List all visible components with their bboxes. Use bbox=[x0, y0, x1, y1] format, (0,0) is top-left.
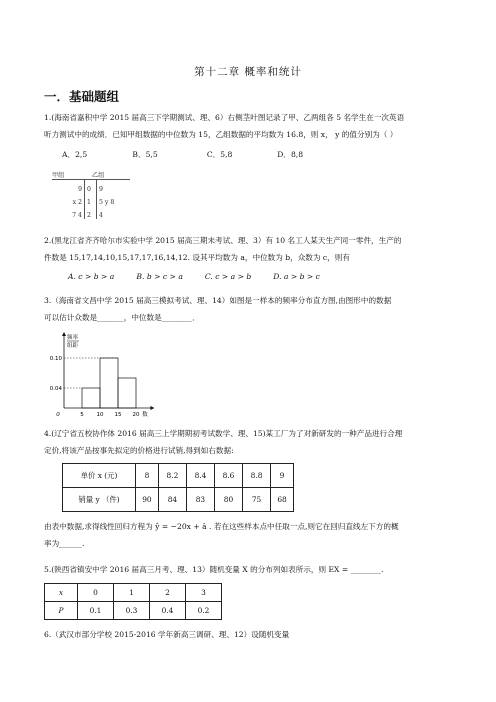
y-tick-label: 0.10 bbox=[49, 356, 62, 362]
x-tick-label: 10 bbox=[96, 412, 104, 418]
y-axis-arrow bbox=[62, 332, 66, 336]
question-3-line2: 可以估计众数是_______，中位数是________． bbox=[44, 313, 200, 322]
chapter-title: 第十二章 概率和统计 bbox=[194, 66, 302, 78]
histogram-layer bbox=[50, 332, 155, 418]
table-row bbox=[63, 464, 294, 488]
table-cell: 68 bbox=[271, 488, 294, 512]
question-4-line2: 定价,将该产品按事先拟定的价格进行试销,得到如右数据: bbox=[44, 446, 234, 455]
x-tick-label: 5 bbox=[80, 412, 84, 418]
option-a: A．2,5 bbox=[62, 150, 88, 159]
table-cell: 8.2 bbox=[158, 464, 186, 488]
option-b: B．5,5 bbox=[132, 150, 158, 159]
y-axis-label: 组距 bbox=[67, 343, 79, 349]
stem-leaf-row-right: 4 bbox=[99, 212, 103, 219]
question-4-line3: 由表中数据,求得线性回归方程为 ŷ = −20x + â . 若在这些样本点中任取一点,则它在回归直线左下方的概 bbox=[44, 522, 399, 531]
question-2-options bbox=[68, 272, 320, 281]
question-1-line2: 听力测试中的成绩．已知甲组数据的中位数为 15，乙组数据的平均数为 16.8，则 x， y 的值分别为（ ） bbox=[44, 130, 398, 139]
table-cell: 80 bbox=[214, 488, 242, 512]
question-2 bbox=[44, 232, 464, 266]
x-tick-label: 0 bbox=[56, 412, 60, 418]
question-5 bbox=[44, 561, 464, 578]
section-heading: 一．基础题组 bbox=[44, 89, 120, 104]
table-cell: 1 bbox=[114, 584, 150, 602]
table-cell: 0.2 bbox=[186, 602, 222, 620]
table-cell: 0.4 bbox=[150, 602, 186, 620]
table-cell: 0.1 bbox=[78, 602, 114, 620]
question-2-line2: 件数是 15,17,14,10,15,17,17,16,14,12. 设其平均数为 a，中位数为 b，众数为 c，则有 bbox=[44, 253, 350, 262]
stem-leaf-row-left: x 2 bbox=[72, 199, 82, 206]
x-tick-label: 20 bbox=[132, 412, 140, 418]
histogram-bar bbox=[118, 378, 136, 408]
question-3-line1: 3.（海南省文昌中学 2015 届高三模拟考试、理、14）如图是一样本的频率分布直方图,由图形中的数据 bbox=[44, 296, 392, 305]
table-cell: 0.3 bbox=[114, 602, 150, 620]
stem-leaf-right-rule bbox=[96, 179, 97, 219]
stem-leaf-head-left: 甲组 bbox=[52, 172, 65, 179]
histogram-bar bbox=[100, 358, 118, 408]
histogram bbox=[44, 330, 160, 422]
x-axis-label: 数 bbox=[142, 412, 148, 418]
stem-leaf-row-left: 9 bbox=[78, 186, 82, 193]
stem-leaf-row-right: 9 bbox=[99, 186, 103, 193]
stem-leaf-row-right: 5 y 8 bbox=[99, 199, 115, 206]
table-cell: 84 bbox=[158, 488, 186, 512]
table-cell: 8.6 bbox=[214, 464, 242, 488]
histogram-bar bbox=[82, 388, 100, 408]
question-4-line4: 率为______. bbox=[44, 539, 85, 548]
table-cell: 8.4 bbox=[186, 464, 214, 488]
question-2-line1: 2.(黑龙江省齐齐哈尔市实验中学 2015 届高三期末考试、理、3）有 10 名工人某天生产同一零件，生产的 bbox=[44, 236, 402, 245]
question-4-line1: 4.(辽宁省五校协作体 2016 届高三上学期期初考试数学、理、15)某工厂为了对新研发的一种产品进行合理 bbox=[44, 429, 403, 438]
table-row-label: x bbox=[45, 584, 78, 602]
distribution-table bbox=[44, 583, 222, 620]
x-tick-label: 15 bbox=[114, 412, 122, 418]
question-6-line1: 6.（武汉市部分学校 2015-2016 学年新高三调研、理、12）设随机变量 bbox=[44, 630, 290, 639]
question-5-line1: 5.(陕西省镇安中学 2016 届高三月考、理、13）随机变量 X 的分布列如表所示，则 EX = ________. bbox=[44, 565, 384, 574]
table-row-label: 单价 x (元) bbox=[63, 464, 136, 488]
table-cell: 90 bbox=[136, 488, 159, 512]
question-1 bbox=[44, 109, 464, 143]
table-cell: 8 bbox=[136, 464, 159, 488]
option-d: D．8,8 bbox=[277, 150, 304, 159]
table-cell: 9 bbox=[271, 464, 294, 488]
table-row bbox=[63, 488, 294, 512]
option-c: C. c > a > b bbox=[204, 272, 252, 281]
question-3 bbox=[44, 292, 464, 326]
stem-leaf-row-stem: 0 bbox=[87, 186, 91, 193]
option-a: A. c > b > a bbox=[68, 272, 115, 281]
question-1-line1: 1.(海南省嘉积中学 2015 届高三下学期测试、理、6）右侧茎叶图记录了甲、乙两组各 5 名学生在一次英语 bbox=[44, 113, 405, 122]
stem-leaf-row-stem: 1 bbox=[87, 199, 91, 206]
y-axis-label: 频率 bbox=[67, 335, 79, 341]
option-c: C．5,8 bbox=[206, 150, 233, 159]
table-row-label: 销量 y （件) bbox=[63, 488, 136, 512]
table-cell: 0 bbox=[78, 584, 114, 602]
table-cell: 8.8 bbox=[243, 464, 271, 488]
table-row bbox=[45, 584, 222, 602]
option-d: D. a > b > c bbox=[273, 272, 320, 281]
y-tick-label: 0.04 bbox=[49, 386, 62, 392]
table-cell: 75 bbox=[243, 488, 271, 512]
table-cell: 83 bbox=[186, 488, 214, 512]
price-sales-table bbox=[62, 463, 294, 512]
table-cell: 2 bbox=[150, 584, 186, 602]
table-row bbox=[45, 602, 222, 620]
table-cell: 3 bbox=[186, 584, 222, 602]
stem-leaf-row-stem: 2 bbox=[87, 212, 91, 219]
stem-leaf-divider bbox=[52, 179, 130, 180]
question-4-continued bbox=[44, 518, 464, 552]
question-6 bbox=[44, 626, 464, 643]
question-4 bbox=[44, 425, 464, 459]
option-b: B. b > c > a bbox=[136, 272, 183, 281]
stem-leaf-row-left: 7 4 bbox=[72, 212, 82, 219]
stem-leaf-head-right: 乙组 bbox=[92, 172, 105, 179]
stem-leaf-plot bbox=[52, 170, 132, 222]
question-1-options bbox=[62, 149, 303, 160]
x-axis-arrow bbox=[150, 406, 154, 410]
table-row-label: P bbox=[45, 602, 78, 620]
stem-leaf-left-rule bbox=[84, 179, 85, 219]
